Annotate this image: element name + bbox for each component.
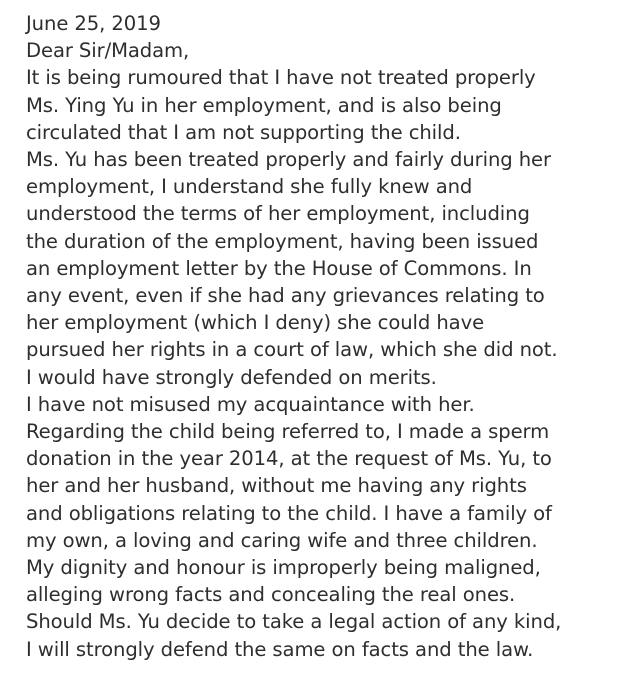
- letter-line: an employment letter by the House of Commons. In: [26, 256, 532, 280]
- letter-line: I have not misused my acquaintance with her.: [26, 392, 475, 416]
- letter-line: donation in the year 2014, at the request of Ms. Yu, to: [26, 447, 552, 471]
- letter-date: June 25, 2019: [26, 12, 161, 35]
- letter-line: my own, a loving and caring wife and three children.: [26, 528, 538, 552]
- letter-line: any event, even if she had any grievances relating to: [26, 284, 545, 308]
- letter-line: It is being rumoured that I have not treated properly: [26, 66, 536, 90]
- letter-body: [26, 10, 636, 663]
- letter-line: her and her husband, without me having any rights: [26, 474, 527, 498]
- letter-line: Should Ms. Yu decide to take a legal action of any kind,: [26, 610, 562, 634]
- letter-line: the duration of the employment, having been issued: [26, 229, 539, 253]
- letter-line: employment, I understand she fully knew and: [26, 175, 473, 199]
- letter-line: understood the terms of her employment, including: [26, 202, 530, 226]
- letter-line: I will strongly defend the same on facts and the law.: [26, 637, 534, 661]
- letter-line: Ms. Yu has been treated properly and fairly during her: [26, 148, 551, 172]
- letter-line: and obligations relating to the child. I have a family of: [26, 501, 552, 525]
- letter-line: her employment (which I deny) she could have: [26, 311, 485, 335]
- letter-line: I would have strongly defended on merits.: [26, 365, 437, 389]
- letter-line: circulated that I am not supporting the child.: [26, 120, 461, 144]
- letter-line: My dignity and honour is improperly being maligned,: [26, 556, 541, 580]
- letter-salutation: Dear Sir/Madam,: [26, 39, 190, 63]
- letter-line: Regarding the child being referred to, I made a sperm: [26, 420, 550, 444]
- letter-line: pursued her rights in a court of law, which she did not.: [26, 338, 558, 362]
- letter-line: alleging wrong facts and concealing the real ones.: [26, 583, 516, 607]
- letter-line: Ms. Ying Yu in her employment, and is also being: [26, 93, 502, 117]
